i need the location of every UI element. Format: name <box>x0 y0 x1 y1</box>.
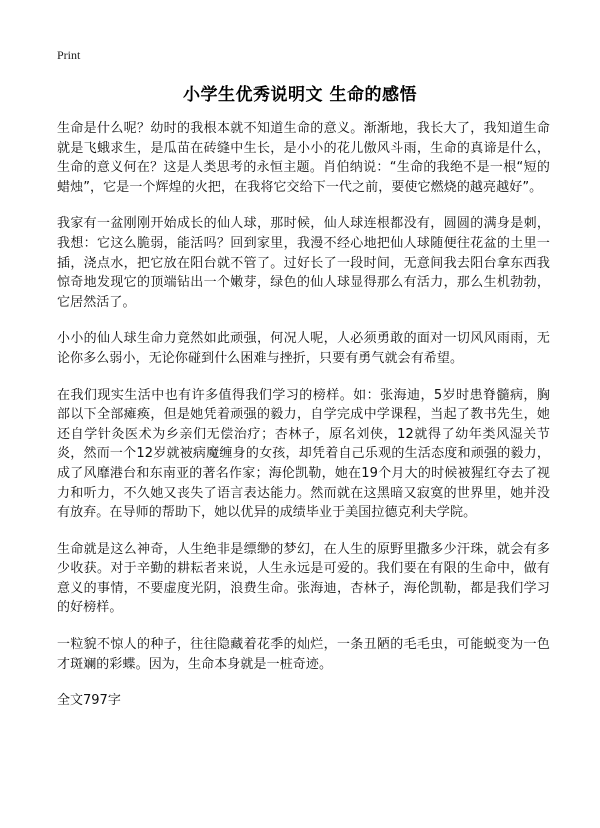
paragraph: 小小的仙人球生命力竟然如此顽强，何况人呢，人必须勇敢的面对一切风风雨雨，无论你多么弱小，无论你碰到什么困难与挫折，只要有勇气就会有希望。 <box>57 331 550 366</box>
paragraph: 生命就是这么神奇，人生绝非是缥缈的梦幻，在人生的原野里撒多少汗珠，就会有多少收获。对于辛勤的耕耘者来说，人生永远是可爱的。我们要在有限的生命中，做有意义的事情，不要虚度光阴，浪费生命。张海迪，杏林子，海伦凯勒，都是我们学习的好榜样。 <box>57 541 550 616</box>
print-link[interactable]: Print <box>57 48 81 62</box>
paragraph: 我家有一盆刚刚开始成长的仙人球，那时候，仙人球连根都没有，圆圆的满身是刺，我想：它这么脆弱，能活吗？回到家里，我漫不经心地把仙人球随便往花盆的土里一插，浇点水，把它放在阳台就不管了。过好长了一段时间，无意间我去阳台拿东西我惊奇地发现它的顶端钻出一个嫩芽，绿色的仙人球显得那么有活力，那么生机勃勃，它居然活了。 <box>57 216 550 310</box>
paragraph: 一粒貌不惊人的种子，往往隐藏着花季的灿烂，一条丑陋的毛毛虫，可能蜕变为一色才斑斓的彩蝶。因为，生命本身就是一桩奇迹。 <box>57 637 550 672</box>
article-body <box>57 119 550 711</box>
article-title: 小学生优秀说明文 生命的感悟 <box>183 85 417 105</box>
paragraph: 生命是什么呢？幼时的我根本就不知道生命的意义。渐渐地，我长大了，我知道生命就是飞蛾求生，是瓜苗在砖缝中生长，是小小的花儿傲风斗雨，生命的真谛是什么，生命的意义何在？这是人类思考的永恒主题。肖伯纳说：“生命的我绝不是一根“短的蜡烛”，它是一个辉煌的火把，在我将它交给下一代之前，要使它燃烧的越亮越好”。 <box>57 121 550 195</box>
word-count: 全文797字 <box>57 693 121 709</box>
paragraph: 在我们现实生活中也有许多值得我们学习的榜样。如：张海迪，5岁时患脊髓病，胸部以下全部瘫痪，但是她凭着顽强的毅力，自学完成中学课程，当起了教书先生，她还自学针灸医术为乡亲们无偿治疗；杏林子，原名刘侠，12就得了幼年类风湿关节炎，然而一个12岁就被病魔缠身的女孩，却凭着自己乐观的生活态度和顽强的毅力，成了风靡港台和东南亚的著名作家；海伦凯勒，她在19个月大的时候被猩红夺去了视力和听力，不久她又丧失了语言表达能力。然而就在这黑暗又寂寞的世界里，她并没有放弃。在导师的帮助下，她以优异的成绩毕业于美国拉德克利夫学院。 <box>57 387 550 521</box>
